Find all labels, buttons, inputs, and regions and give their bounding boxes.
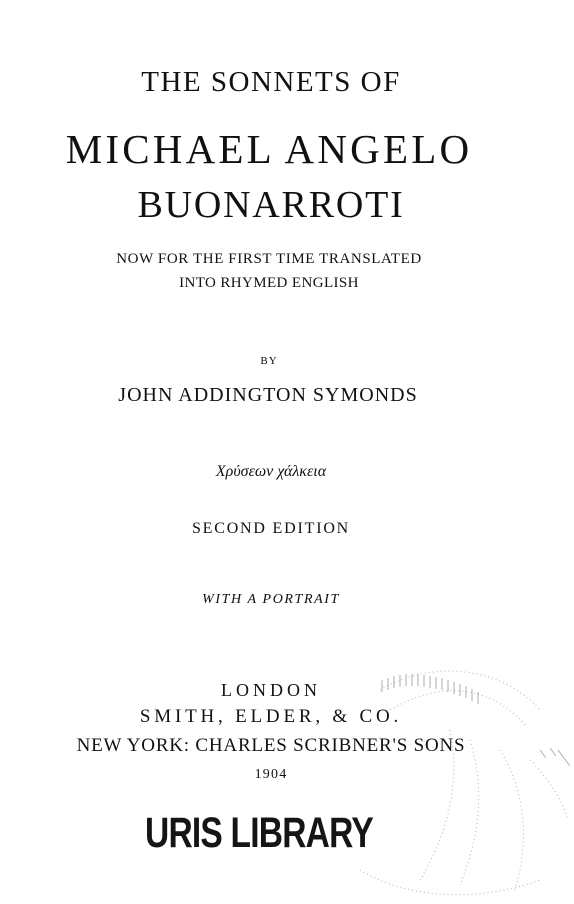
- title-line-2: MICHAEL ANGELO: [65, 126, 473, 172]
- edition-label: SECOND EDITION: [191, 520, 351, 537]
- imprint-publisher-london: SMITH, ELDER, & CO.: [139, 706, 403, 727]
- title-line-3: BUONARROTI: [137, 184, 405, 226]
- subtitle-line-1: NOW FOR THE FIRST TIME TRANSLATED: [116, 251, 422, 267]
- greek-epigraph: Χρύσεων χάλκεια: [215, 463, 327, 480]
- portrait-note: WITH A PORTRAIT: [202, 592, 340, 607]
- title-line-1: THE SONNETS OF: [141, 66, 401, 98]
- imprint-year: 1904: [254, 767, 288, 782]
- library-stamp: URIS LIBRARY: [145, 809, 373, 857]
- imprint-city: LONDON: [221, 680, 321, 700]
- author-name: JOHN ADDINGTON SYMONDS: [118, 384, 418, 406]
- imprint-publisher-new-york: NEW YORK: CHARLES SCRIBNER'S SONS: [76, 735, 466, 756]
- subtitle-line-2: INTO RHYMED ENGLISH: [179, 275, 359, 291]
- by-label: BY: [260, 355, 278, 367]
